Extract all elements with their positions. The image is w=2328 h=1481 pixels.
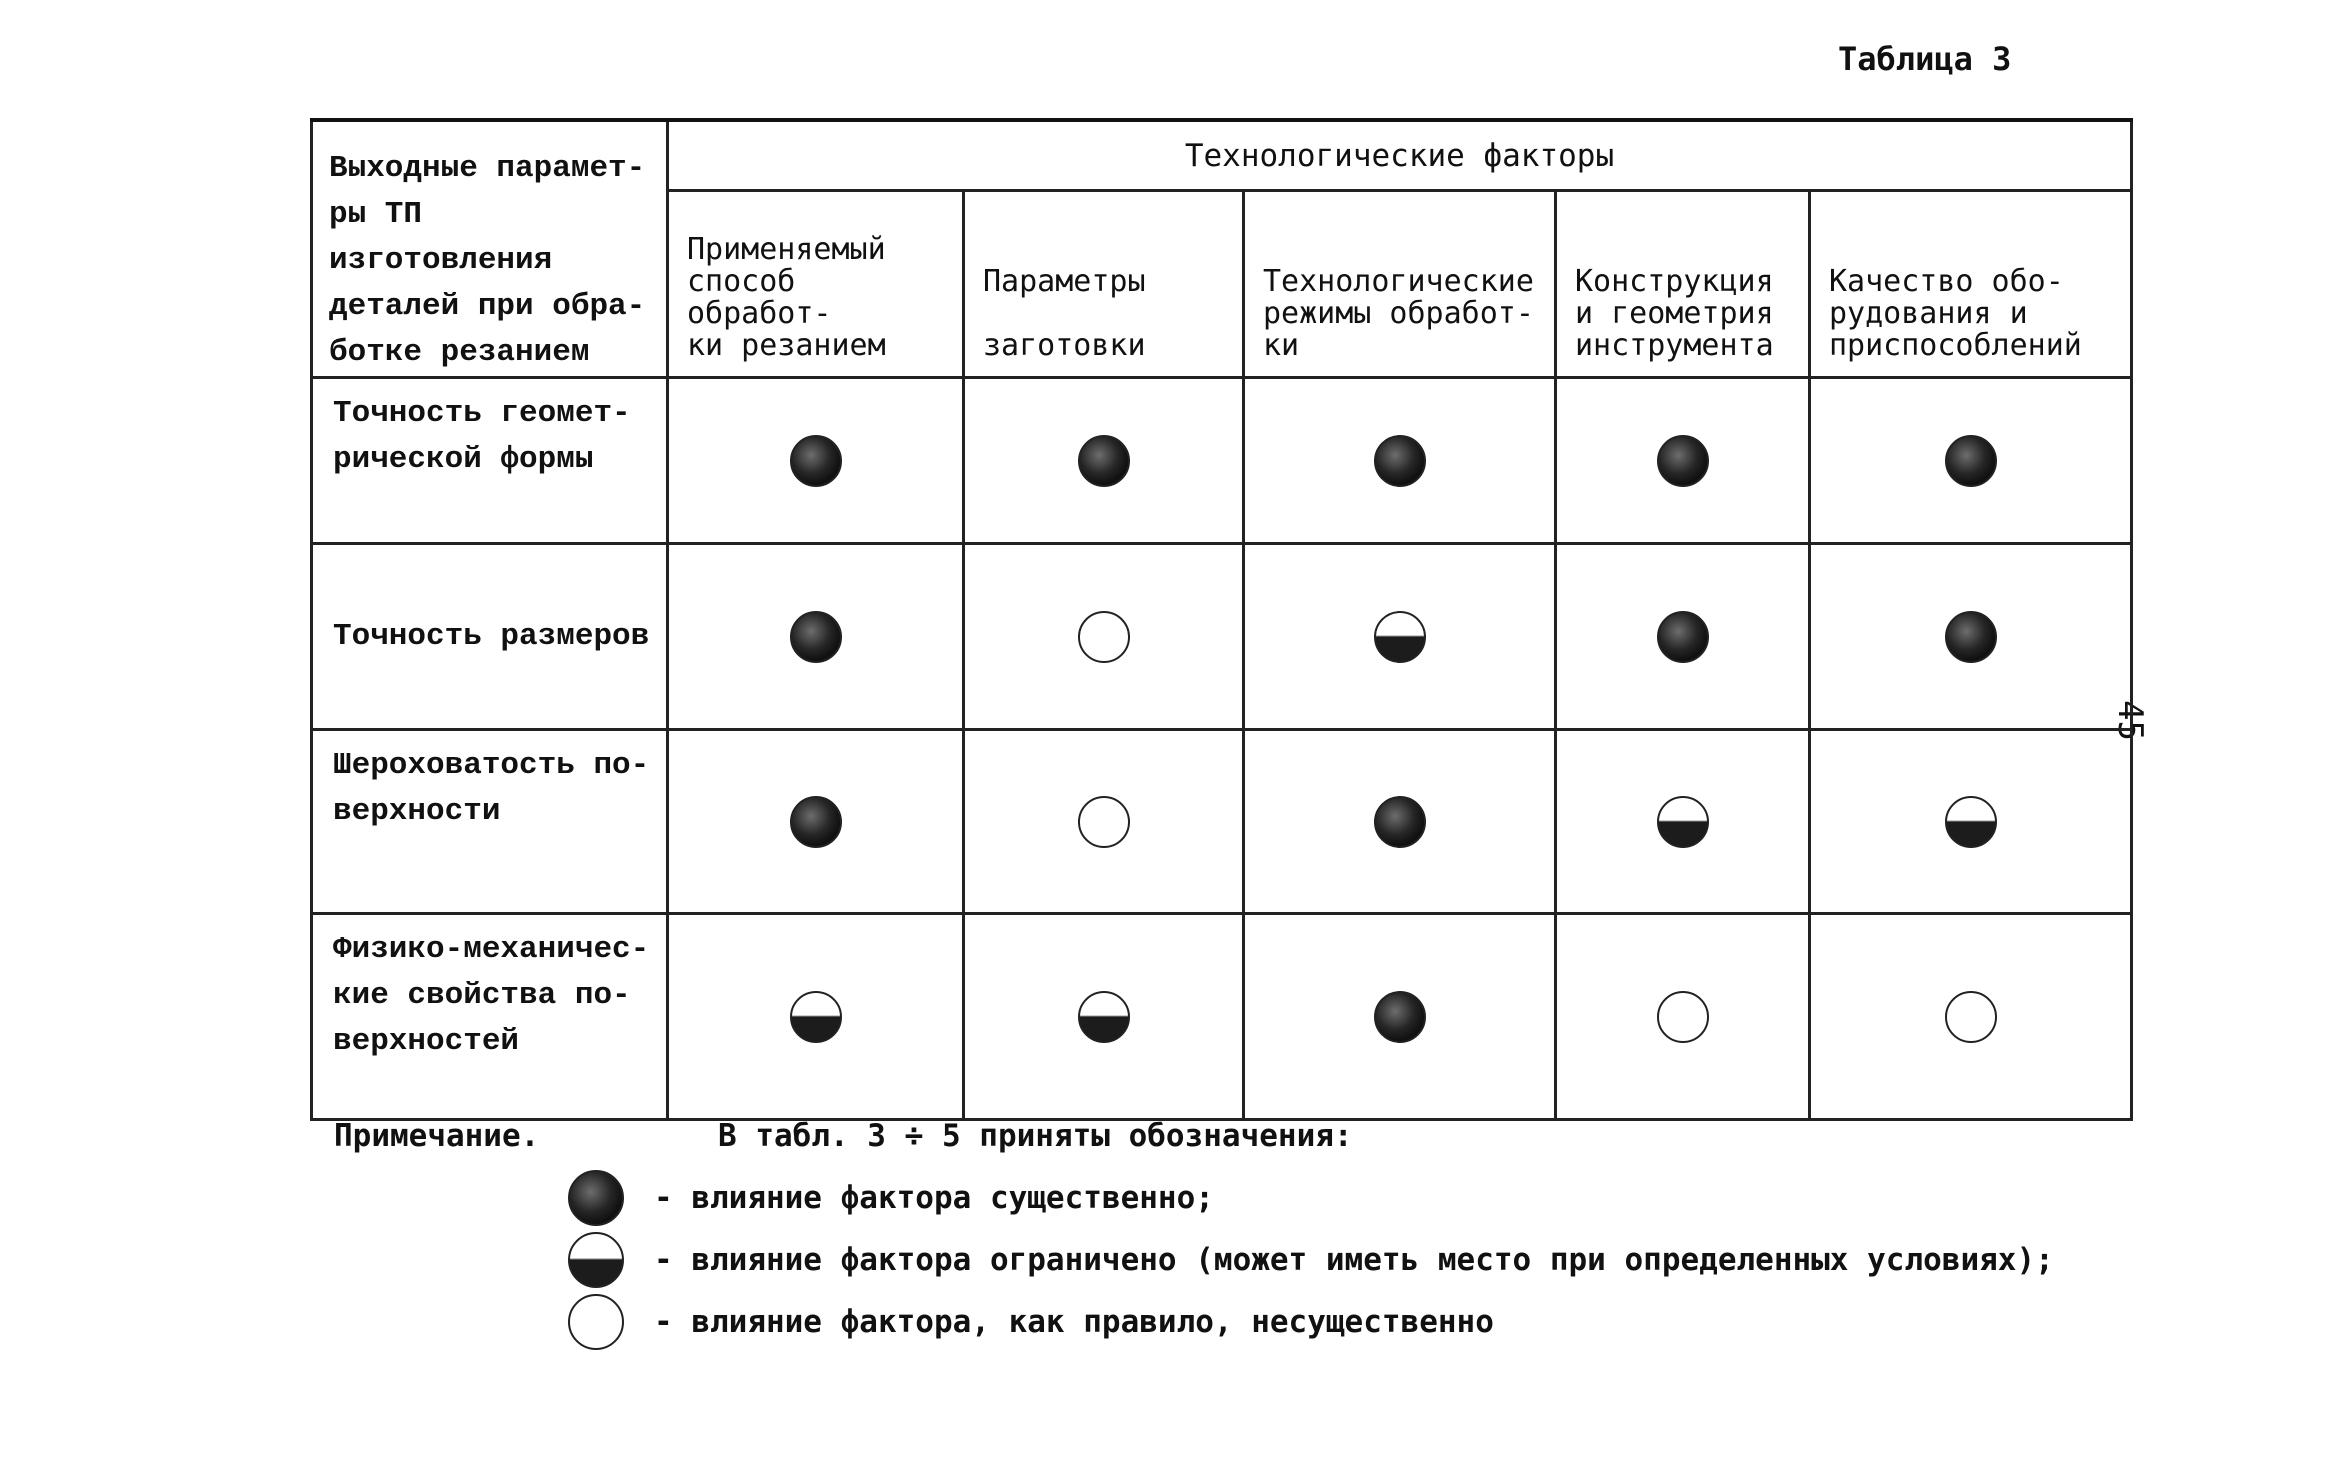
factor-header-4 — [1556, 191, 1810, 378]
full-circle-icon — [1657, 611, 1709, 663]
row-label-line: верхности — [333, 794, 501, 829]
influence-cell — [964, 544, 1244, 730]
row-label — [312, 914, 668, 1120]
half-circle-icon — [1374, 611, 1426, 663]
legend-item — [568, 1232, 2054, 1288]
influence-cell — [1810, 544, 2132, 730]
legend-text: - влияние фактора ограничено (может иметь место при определенных условиях); — [654, 1242, 2054, 1278]
half-circle-icon — [1078, 991, 1130, 1043]
full-circle-icon — [790, 435, 842, 487]
page-number: 45 — [2110, 700, 2150, 741]
factor-header-line: приспособлений — [1829, 328, 2082, 363]
influence-cell — [1244, 914, 1556, 1120]
influence-cell — [668, 730, 964, 914]
factor-header-line: ки резанием — [687, 328, 886, 363]
empty-circle-icon — [568, 1294, 624, 1350]
row-label-line: Точность геомет- — [333, 396, 631, 431]
full-circle-icon — [790, 796, 842, 848]
table-row — [312, 544, 2132, 730]
influence-cell — [1810, 730, 2132, 914]
factor-header-line: способ обработ- — [687, 264, 832, 331]
table-row — [312, 730, 2132, 914]
factor-header-1 — [668, 191, 964, 378]
factor-header-line: инструмента — [1575, 328, 1774, 363]
full-circle-icon — [1374, 435, 1426, 487]
factor-header-line: Конструкция — [1575, 264, 1774, 299]
factor-header-line: Качество обо- — [1829, 264, 2064, 299]
row-label-line: рической формы — [333, 442, 594, 477]
full-circle-icon — [1945, 611, 1997, 663]
factor-header-2 — [964, 191, 1244, 378]
legend-text: - влияние фактора, как правило, несущественно — [654, 1304, 1494, 1340]
empty-circle-icon — [1078, 796, 1130, 848]
factor-header-5 — [1810, 191, 2132, 378]
empty-circle-icon — [1078, 611, 1130, 663]
influence-cell — [1244, 378, 1556, 544]
full-circle-icon — [568, 1170, 624, 1226]
note-intro: В табл. 3 ÷ 5 приняты обозначения: — [718, 1118, 1353, 1154]
influence-cell — [964, 378, 1244, 544]
influence-cell — [1810, 914, 2132, 1120]
influence-cell — [668, 914, 964, 1120]
factor-header-line: заготовки — [983, 328, 1146, 363]
half-circle-icon — [790, 991, 842, 1043]
factor-header-line: Технологические — [1263, 264, 1534, 299]
half-circle-icon — [568, 1232, 624, 1288]
factors-table — [310, 118, 2133, 1121]
half-circle-icon — [1657, 796, 1709, 848]
influence-cell — [1810, 378, 2132, 544]
empty-circle-icon — [1945, 991, 1997, 1043]
full-circle-icon — [1078, 435, 1130, 487]
influence-cell — [1556, 914, 1810, 1120]
influence-cell — [668, 378, 964, 544]
influence-cell — [668, 544, 964, 730]
factor-header-line: рудования и — [1829, 296, 2028, 331]
factor-header-line: режимы обработ- — [1263, 296, 1534, 331]
half-circle-icon — [1945, 796, 1997, 848]
factor-header-line: Параметры — [983, 264, 1146, 299]
legend-item — [568, 1294, 1494, 1350]
group-header: Технологические факторы — [668, 120, 2132, 191]
influence-cell — [1556, 730, 1810, 914]
influence-cell — [1244, 544, 1556, 730]
factor-header-line: и геометрия — [1575, 296, 1774, 331]
corner-header: Выходные парамет- ры ТП изготовления деталей при обра- ботке резанием — [312, 120, 668, 378]
table-row — [312, 378, 2132, 544]
influence-cell — [964, 914, 1244, 1120]
influence-cell — [1244, 730, 1556, 914]
table-label: Таблица 3 — [1838, 40, 2012, 78]
influence-cell — [964, 730, 1244, 914]
row-label-line: верхностей — [333, 1024, 520, 1059]
row-label-line: Точность размеров — [333, 618, 650, 654]
influence-cell — [1556, 378, 1810, 544]
row-label-line: кие свойства по- — [333, 978, 631, 1013]
note-label: Примечание. — [334, 1118, 540, 1154]
factor-header-line: ки — [1263, 328, 1300, 363]
row-label — [312, 544, 668, 730]
full-circle-icon — [1374, 796, 1426, 848]
full-circle-icon — [1374, 991, 1426, 1043]
legend-item — [568, 1170, 1214, 1226]
factor-header-3 — [1244, 191, 1556, 378]
empty-circle-icon — [1657, 991, 1709, 1043]
full-circle-icon — [790, 611, 842, 663]
full-circle-icon — [1657, 435, 1709, 487]
legend-text: - влияние фактора существенно; — [654, 1180, 1214, 1216]
row-label — [312, 730, 668, 914]
table-row — [312, 914, 2132, 1120]
row-label-line: Физико-механичес- — [333, 932, 650, 967]
factor-header-line: Применяемый — [687, 232, 886, 267]
row-label-line: Шероховатость по- — [333, 748, 650, 783]
influence-cell — [1556, 544, 1810, 730]
row-label — [312, 378, 668, 544]
full-circle-icon — [1945, 435, 1997, 487]
